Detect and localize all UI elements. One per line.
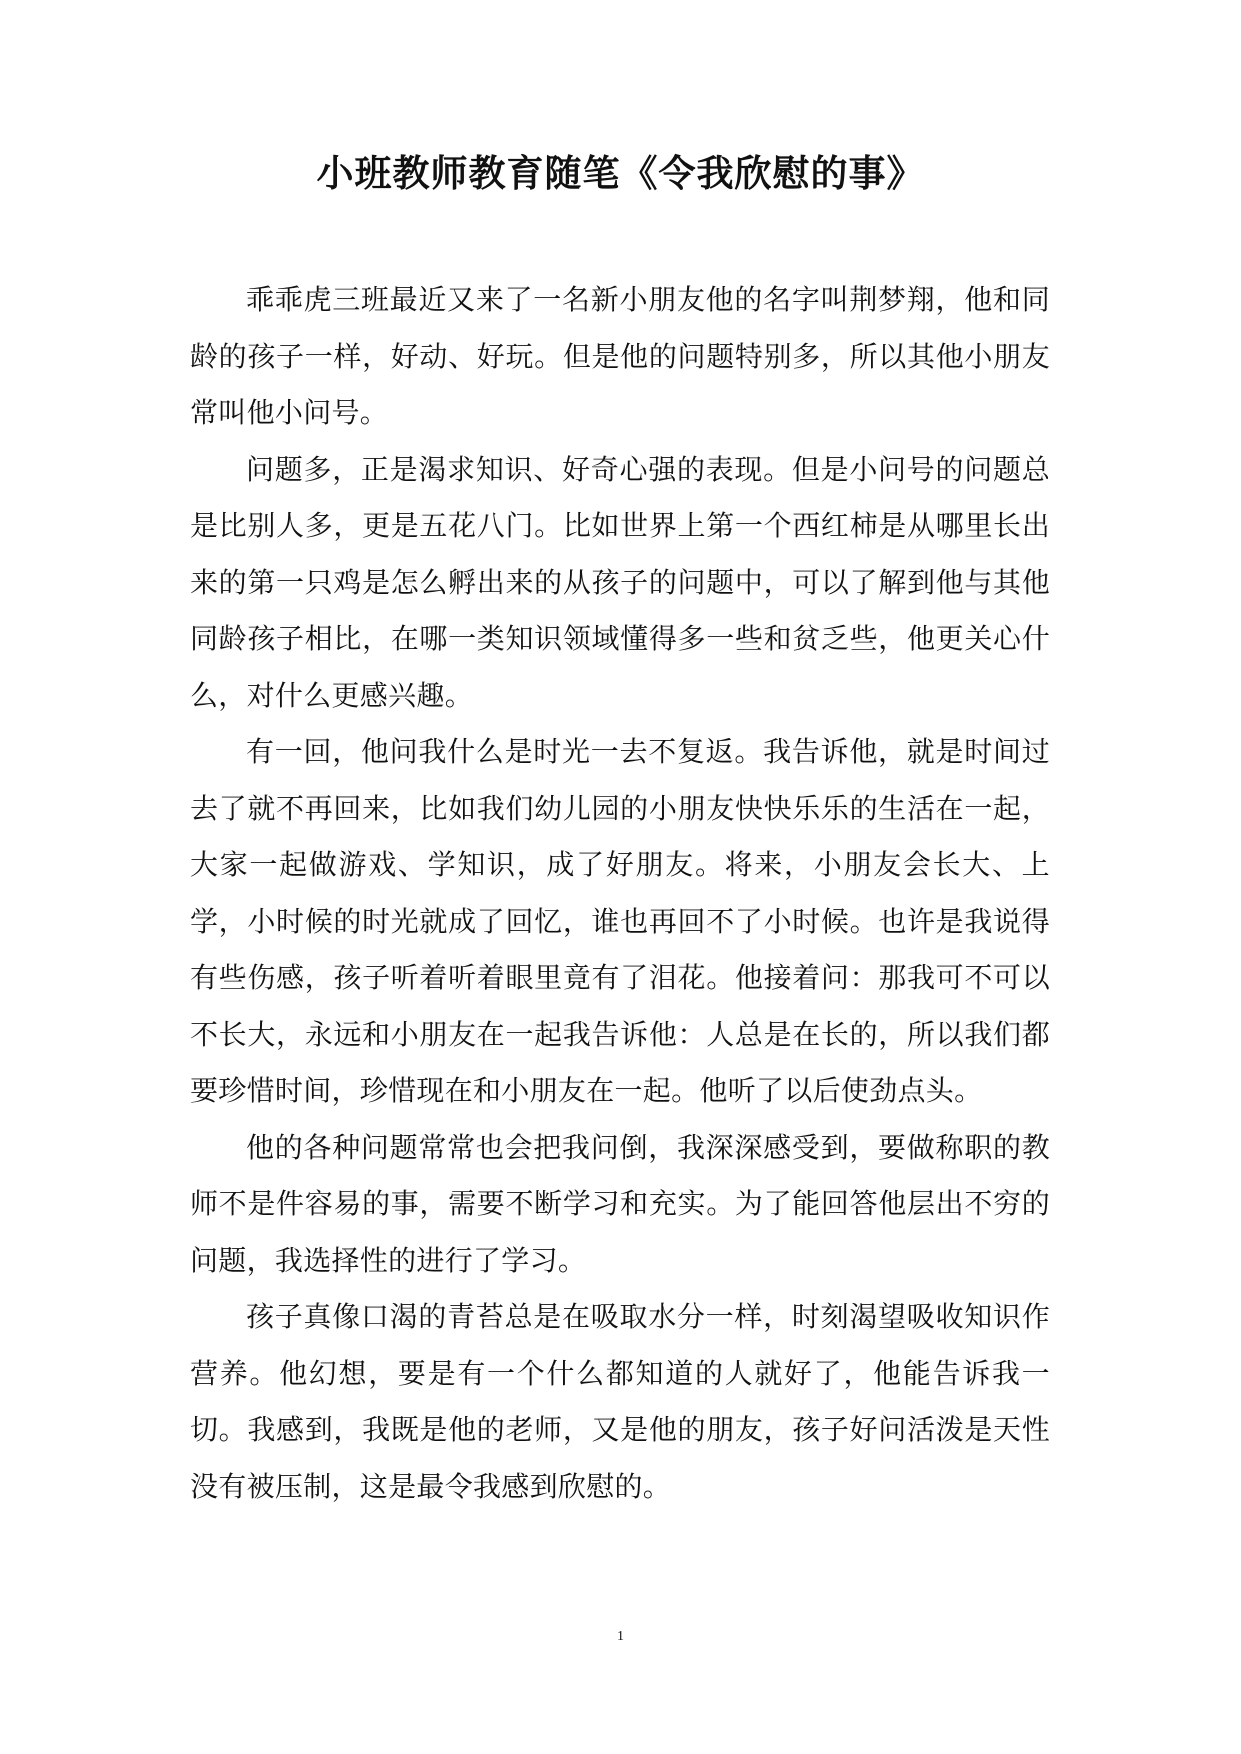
document-body (190, 272, 1050, 1515)
paragraph: 他的各种问题常常也会把我问倒，我深深感受到，要做称职的教师不是件容易的事，需要不断学习和充实。为了能回答他层出不穷的问题，我选择性的进行了学习。 (190, 1130, 1050, 1277)
document-title: 小班教师教育随笔《令我欣慰的事》 (316, 151, 925, 195)
page-number: 1 (617, 1629, 624, 1644)
paragraph: 有一回，他问我什么是时光一去不复返。我告诉他，就是时间过去了就不再回来，比如我们幼儿园的小朋友快快乐乐的生活在一起，大家一起做游戏、学知识，成了好朋友。将来，小朋友会长大、上学，小时候的时光就成了回忆，谁也再回不了小时候。也许是我说得有些伤感，孩子听着听着眼里竟有了泪花。他接着问：那我可不可以不长大，永远和小朋友在一起我告诉他：人总是在长的，所以我们都要珍惜时间，珍惜现在和小朋友在一起。他听了以后使劲点头。 (190, 735, 1050, 1107)
paragraph: 问题多，正是渴求知识、好奇心强的表现。但是小问号的问题总是比别人多，更是五花八门。比如世界上第一个西红柿是从哪里长出来的第一只鸡是怎么孵出来的从孩子的问题中，可以了解到他与其他同龄孩子相比，在哪一类知识领域懂得多一些和贫乏些，他更关心什么，对什么更感兴趣。 (190, 452, 1050, 712)
paragraph: 孩子真像口渴的青苔总是在吸取水分一样，时刻渴望吸收知识作营养。他幻想，要是有一个什么都知道的人就好了，他能告诉我一切。我感到，我既是他的老师，又是他的朋友，孩子好问活泼是天性没有被压制，这是最令我感到欣慰的。 (190, 1300, 1050, 1503)
paragraph: 乖乖虎三班最近又来了一名新小朋友他的名字叫荆梦翔，他和同龄的孩子一样，好动、好玩。但是他的问题特别多，所以其他小朋友常叫他小问号。 (190, 283, 1050, 429)
